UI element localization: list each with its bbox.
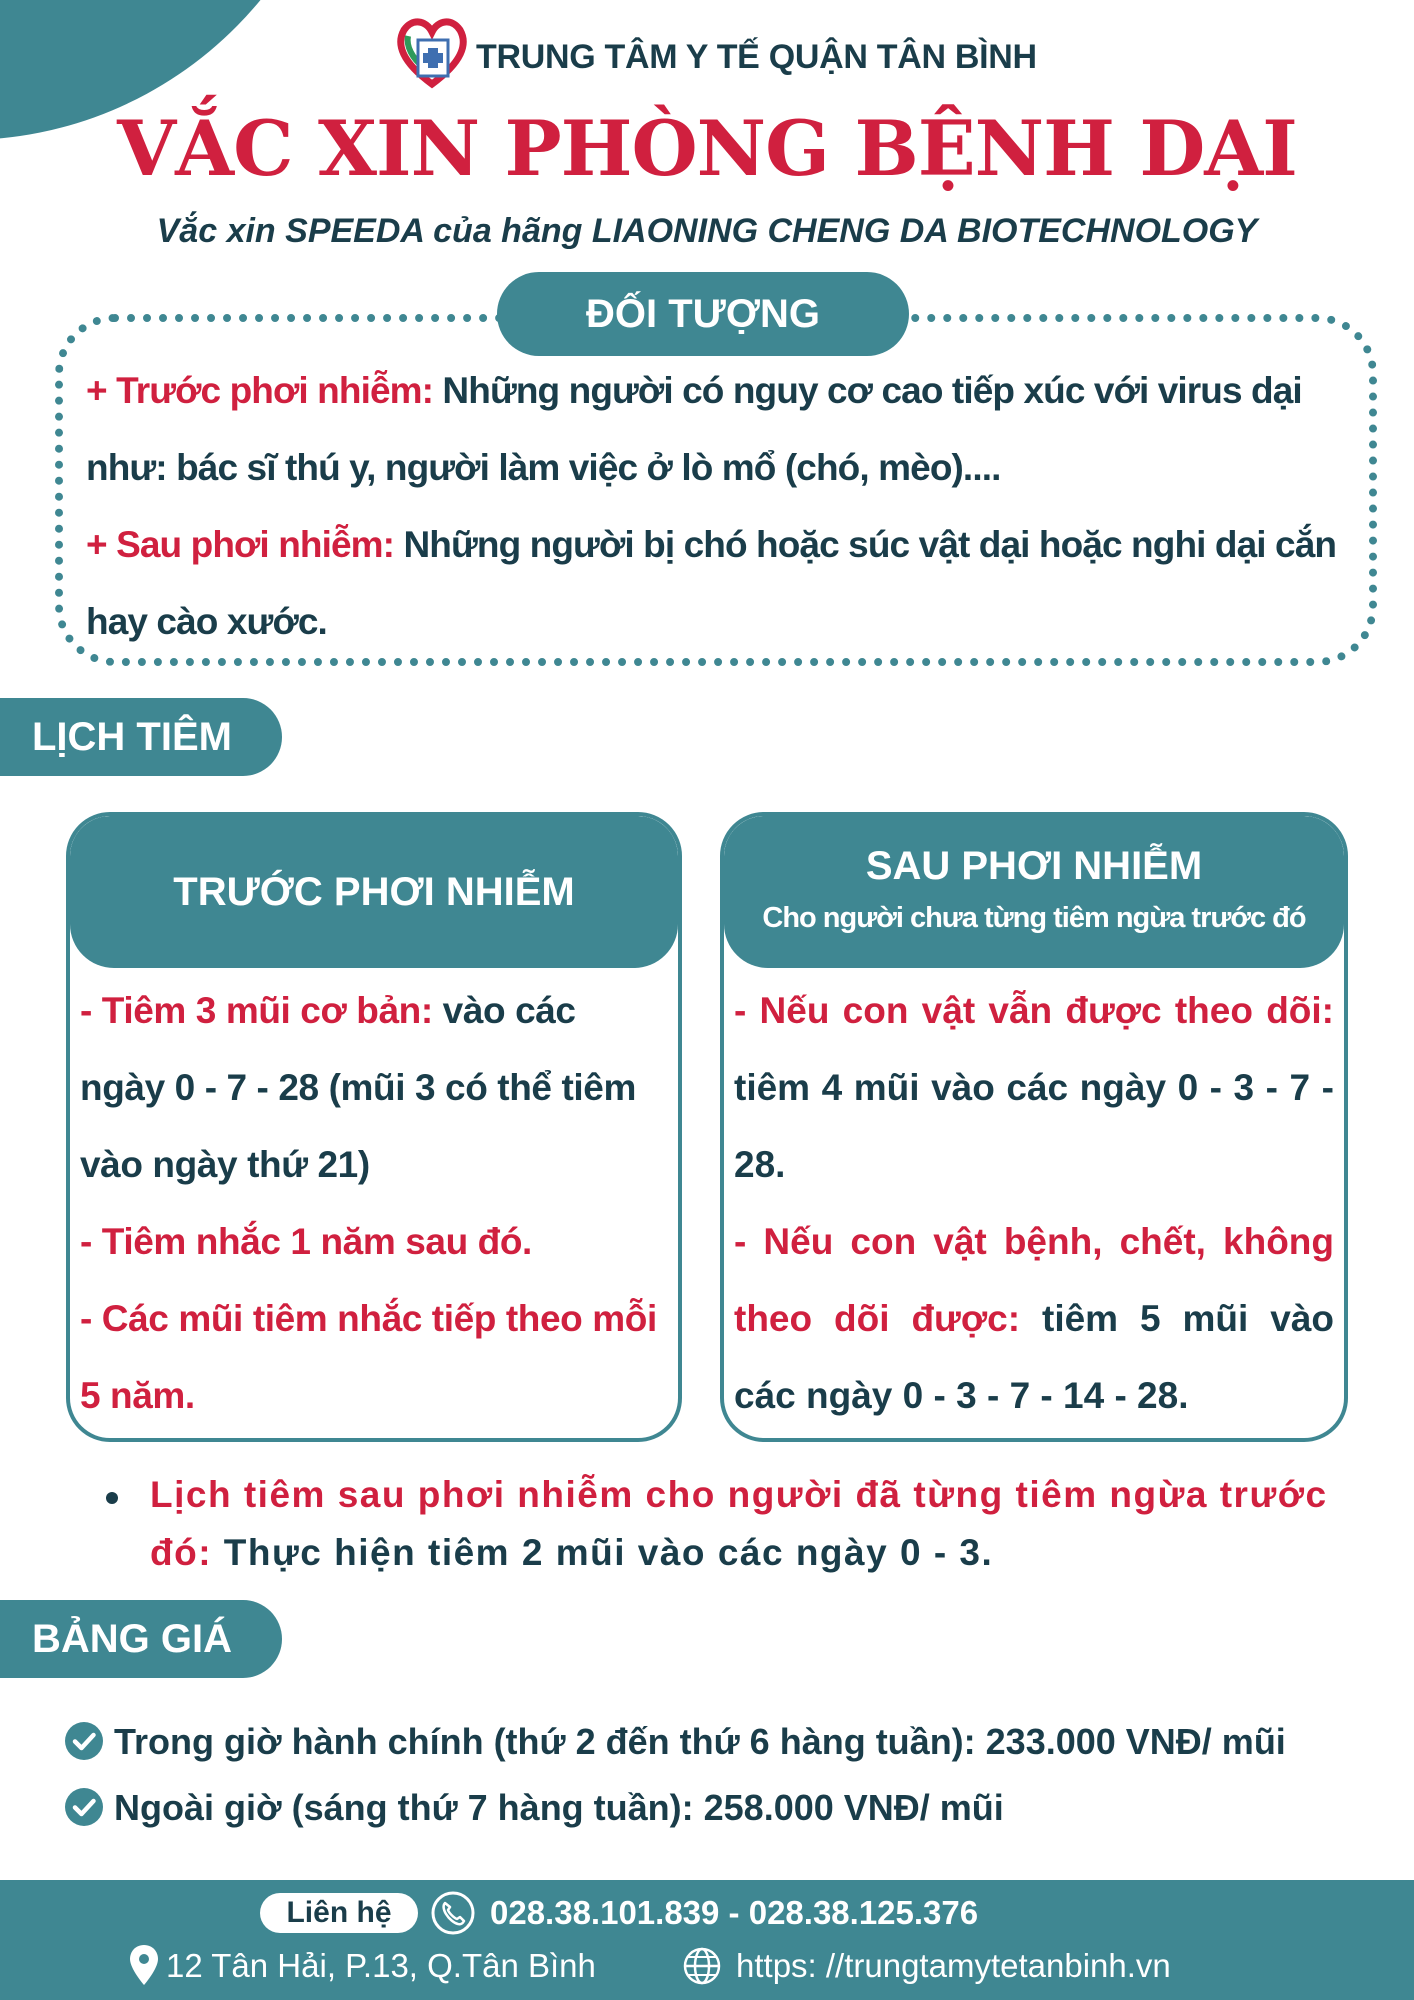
price-item-text: Ngoài giờ (sáng thứ 7 hàng tuần): 258.000 VNĐ/ mũi [114, 1787, 1004, 1828]
price-item [64, 1783, 1384, 1833]
pre-item3: - Các mũi tiêm nhắc tiếp theo mỗi 5 năm. [80, 1298, 657, 1416]
org-name: TRUNG TÂM Y TẾ QUẬN TÂN BÌNH [476, 38, 1037, 76]
pre-exposure-card-body [70, 968, 678, 1434]
schedule-section-tab: LỊCH TIÊM [0, 698, 282, 776]
globe-icon [682, 1946, 722, 1986]
address: 12 Tân Hải, P.13, Q.Tân Bình [166, 1947, 596, 1984]
post-exposure-label: + Sau phơi nhiễm: [86, 524, 395, 565]
price-item [64, 1717, 1384, 1767]
contact-phones[interactable]: 028.38.101.839 - 028.38.125.376 [490, 1894, 979, 1931]
post-exposure-card-body [724, 968, 1344, 1434]
header [0, 0, 1414, 270]
post-exposure-card-heading: SAU PHƠI NHIỄM [865, 844, 1203, 888]
website-link[interactable]: https: //trungtamytetanbinh.vn [736, 1947, 1171, 1984]
price-item-text: Trong giờ hành chính (thứ 2 đến thứ 6 hàng tuần): 233.000 VNĐ/ mũi [114, 1721, 1286, 1762]
heart-hospital-logo-icon [394, 14, 470, 92]
pre-exposure-label: + Trước phơi nhiễm: [86, 370, 434, 411]
pre-item1-text: vào các ngày 0 - 7 - 28 (mũi 3 có thể tiêm vào ngày thứ 21) [80, 990, 636, 1185]
post-item2-text: tiêm 5 mũi vào các ngày 0 - 3 - 7 - 14 - 28. [734, 1298, 1334, 1416]
post-exposure-card-subheading: Cho người chưa từng tiêm ngừa trước đó [762, 902, 1306, 934]
previously-vaccinated-note [110, 1466, 1350, 1582]
target-heading: ĐỐI TƯỢNG [497, 272, 909, 356]
note-text: Thực hiện tiêm 2 mũi vào các ngày 0 - 3. [212, 1532, 994, 1573]
check-circle-icon [64, 1787, 104, 1827]
pre-item1-label: - Tiêm 3 mũi cơ bản: [80, 990, 433, 1031]
check-circle-icon [64, 1721, 104, 1761]
page-subtitle: Vắc xin SPEEDA của hãng LIAONING CHENG DA BIOTECHNOLOGY [156, 212, 1258, 250]
target-text [86, 352, 1346, 660]
post-exposure-text: Những người bị chó hoặc súc vật dại hoặc nghi dại cắn hay cào xước. [86, 524, 1337, 642]
footer [0, 1880, 1414, 2000]
location-pin-icon [128, 1943, 160, 1987]
post-exposure-card-header [724, 816, 1344, 968]
pricing-section-tab: BẢNG GIÁ [0, 1600, 282, 1678]
post-item2-label: - Nếu con vật bệnh, chết, không theo dõi được: [734, 1221, 1334, 1339]
bullet-dot [106, 1492, 118, 1504]
post-item1-label: - Nếu con vật vẫn được theo dõi: [734, 990, 1334, 1031]
phone-icon [430, 1890, 476, 1936]
pre-exposure-card [66, 812, 682, 1442]
pre-item2: - Tiêm nhắc 1 năm sau đó. [80, 1221, 532, 1262]
page-title: VẮC XIN PHÒNG BỆNH DẠI [117, 104, 1297, 193]
note-label: Lịch tiêm sau phơi nhiễm cho người đã từng tiêm ngừa trước đó: [150, 1474, 1328, 1573]
contact-label: Liên hệ [260, 1893, 418, 1933]
pre-exposure-card-heading: TRƯỚC PHƠI NHIỄM [70, 816, 678, 968]
pre-exposure-text: Những người có nguy cơ cao tiếp xúc với virus dại như: bác sĩ thú y, người làm việc ở lò mổ (chó, mèo).... [86, 370, 1302, 488]
post-exposure-card [720, 812, 1348, 1442]
post-item1-text: tiêm 4 mũi vào các ngày 0 - 3 - 7 - 28. [734, 1067, 1334, 1185]
